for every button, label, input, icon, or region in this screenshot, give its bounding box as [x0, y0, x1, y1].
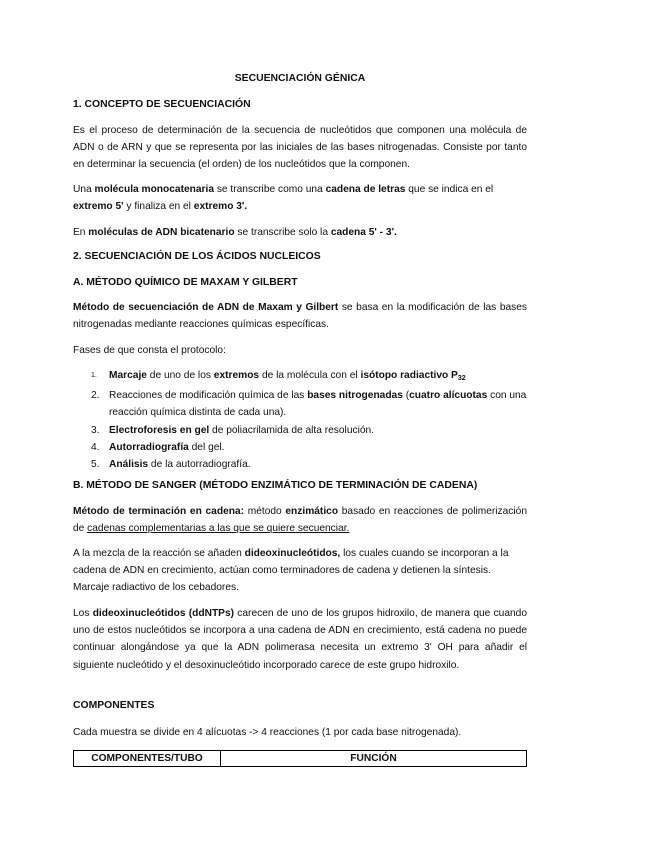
section-2b-paragraph-1: Método de terminación en cadena: método enzimático basado en reacciones de polimerización de cadenas complementarias a las que se quiere secuenciar. — [73, 506, 527, 535]
section-2b-paragraph-2: A la mezcla de la reacción se añaden dideoxinucleótidos, los cuales cuando se incorporan a la cadena de ADN en crecimiento, actúan como terminadores de cadena y detienen la síntesis. Marcaje radiactivo de los cebadores. — [73, 548, 509, 594]
section-2a-paragraph-1: Método de secuenciación de ADN de Maxam y Gilbert se basa en la modificación de las bases nitrogenadas mediante reacciones químicas específicas. — [73, 302, 528, 331]
section-2a-heading: A. MÉTODO QUÍMICO DE MAXAM Y GILBERT — [73, 277, 298, 288]
section-2a-paragraph-2: Fases de que consta el protocolo: — [73, 345, 226, 356]
components-heading: COMPONENTES — [73, 700, 155, 711]
section-2b-heading: B. MÉTODO DE SANGER (MÉTODO ENZIMÁTICO DE TERMINACIÓN DE CADENA) — [73, 480, 478, 491]
components-paragraph: Cada muestra se divide en 4 alícuotas -> 4 reacciones (1 por cada base nitrogenada). — [73, 727, 462, 738]
table-header-row — [74, 751, 527, 767]
list-item: 3. Electroforesis en gel de poliacrilamida de alta resolución. — [91, 424, 375, 436]
section-1-paragraph-3: En moléculas de ADN bicatenario se transcribe solo la cadena 5' - 3'. — [73, 227, 397, 238]
table-header-cell: FUNCIÓN — [221, 751, 527, 767]
section-2-heading: 2. SECUENCIACIÓN DE LOS ÁCIDOS NUCLEICOS — [73, 251, 321, 262]
table-header-cell: COMPONENTES/TUBO — [74, 751, 221, 767]
section-1-paragraph-1: Es el proceso de determinación de la secuencia de nucleótidos que componen una molécula de ADN o de ARN y que se representa por las iniciales de las bases nitrogenadas. Consiste por tanto en determinar la secuencia (el orden) de los nucleótidos que la componen. — [73, 125, 527, 171]
list-item: 1. Marcaje de uno de los extremos de la molécula con el isótopo radiactivo $P_{32}$ — [91, 370, 466, 382]
section-1-heading: 1. CONCEPTO DE SECUENCIACIÓN — [73, 99, 251, 110]
document-title: SECUENCIACIÓN GÉNICA — [234, 73, 366, 84]
section-1-paragraph-2: Una molécula monocatenaria se transcribe como una cadena de letras que se indica en el extremo 5' y finaliza en el extremo 3'. — [73, 184, 494, 213]
components-table — [73, 750, 527, 767]
section-2b-paragraph-3: Los dideoxinucleótidos (ddNTPs) carecen de uno de los grupos hidroxilo, de manera que cuando uno de estos nucleótidos se incorpora a una cadena de ADN en crecimiento, está cadena no puede continuar alongándose ya que la ADN polimerasa necesita un extremo 3' OH para añadir el siguiente nucleótido y el desoxinucleótido incorporado carece de este grupo hidroxilo. — [73, 608, 527, 671]
list-item: 5. Análisis de la autorradiografía. — [91, 459, 251, 471]
list-item: 2. Reacciones de modificación química de las bases nitrogenadas (cuatro alícuotas con una reacción química distinta de cada una). — [91, 390, 527, 419]
list-item: 4. Autorradiografía del gel. — [91, 441, 225, 453]
protocol-phases-list — [73, 367, 527, 473]
